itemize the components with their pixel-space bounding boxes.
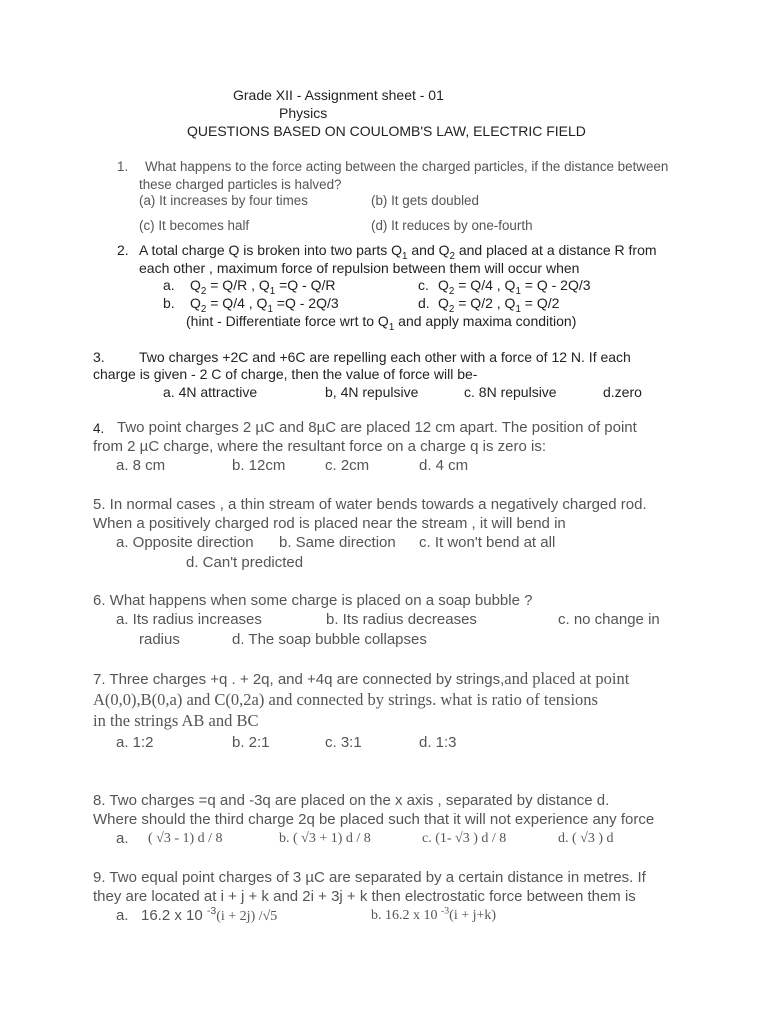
q1-number: 1. [117, 159, 129, 174]
q7-line3: in the strings AB and BC [93, 711, 259, 730]
q9-option-a-label: a. [116, 907, 129, 924]
q8-option-b: b. ( √3 + 1) d / 8 [279, 831, 371, 846]
q3-line1: Two charges +2C and +6C are repelling each other with a force of 12 N. If each [139, 349, 631, 365]
q8-line2: Where should the third charge 2q be placed such that it will not experience any force [93, 811, 655, 828]
q6-option-d: d. The soap bubble collapses [232, 631, 427, 648]
q5-option-d: d. Can't predicted [186, 554, 304, 571]
q2-option-a-label: a. [163, 277, 175, 293]
q4-option-a: a. 8 cm [116, 457, 166, 474]
q5-line1: 5. In normal cases , a thin stream of water bends towards a negatively charged rod. [93, 496, 647, 513]
q7-line2: A(0,0),B(0,a) and C(0,2a) and connected by strings. what is ratio of tensions [93, 690, 598, 709]
header-line1: Grade XII - Assignment sheet - 01 [233, 87, 444, 103]
q5-option-c: c. It won't bend at all [419, 534, 556, 551]
q8-option-a-label: a. [116, 830, 129, 847]
q1-line1: What happens to the force acting between the charged particles, if the distance between [145, 159, 669, 174]
q1-option-d: (d) It reduces by one-fourth [371, 218, 533, 233]
q8-option-d: d. ( √3 ) d [558, 831, 614, 846]
q9-line2: they are located at i + j + k and 2i + 3j + k then electrostatic force between them is [93, 888, 636, 905]
q5-option-a: a. Opposite direction [116, 534, 254, 551]
q9-line1: 9. Two equal point charges of 3 µC are separated by a certain distance in metres. If [93, 869, 646, 886]
q2-number: 2. [117, 242, 129, 258]
q9-option-b: b. 16.2 x 10 $^{-3}$(i + j+k) [371, 905, 497, 923]
q3-option-c: c. 8N repulsive [464, 384, 557, 400]
q2-option-a: $Q_2 = Q/R$ , $Q_1 =Q - Q/R$ [190, 277, 336, 297]
q2-option-c-label: c. [418, 277, 429, 293]
q8-line1: 8. Two charges =q and -3q are placed on the x axis , separated by distance d. [93, 792, 610, 809]
q7-option-c: c. 3:1 [325, 734, 362, 751]
q4-line2: from 2 µC charge, where the resultant force on a charge q is zero is: [93, 438, 547, 455]
q2-option-d: $Q_2 = Q/2$ , $Q_1 = Q/2$ [438, 295, 560, 315]
q2-option-d-label: d. [418, 295, 430, 311]
q6-option-c-cont: radius [139, 631, 180, 648]
q7-line1: 7. Three charges +q . + 2q, and +4q are connected by strings,and placed at point [93, 669, 630, 688]
q2-option-b: $Q_2 = Q/4$ , $Q_1 =Q - 2Q/3$ [190, 295, 339, 315]
q2-option-b-label: b. [163, 295, 175, 311]
q4-line1: Two point charges 2 µC and 8µC are placed 12 cm apart. The position of point [117, 419, 637, 436]
q1-option-a: (a) It increases by four times [139, 193, 308, 208]
q6-line1: 6. What happens when some charge is placed on a soap bubble ? [93, 592, 533, 609]
q3-option-b: b, 4N repulsive [325, 384, 419, 400]
q3-number: 3. [93, 349, 105, 365]
q7-option-b: b. 2:1 [232, 734, 270, 751]
q3-option-d: d.zero [603, 384, 642, 400]
header-line2: Physics [279, 105, 328, 121]
q6-option-b: b. Its radius decreases [326, 611, 477, 628]
q6-option-c: c. no change in [558, 611, 660, 628]
q3-option-a: a. 4N attractive [163, 384, 258, 400]
q7-option-a: a. 1:2 [116, 734, 154, 751]
q1-option-b: (b) It gets doubled [371, 193, 479, 208]
q4-option-d: d. 4 cm [419, 457, 469, 474]
q2-line1: A total charge Q is broken into two parts $Q_1$ and $Q_2$ and placed at a distance R from [139, 242, 657, 262]
q4-option-c: c. 2cm [325, 457, 370, 474]
q5-line2: When a positively charged rod is placed near the stream , it will bend in [93, 515, 566, 532]
q8-option-a: ( √3 - 1) d / 8 [148, 831, 223, 846]
q6-option-a: a. Its radius increases [116, 611, 262, 628]
q7-option-d: d. 1:3 [419, 734, 457, 751]
q4-number: 4. [93, 421, 105, 436]
q4-option-b: b. 12cm [232, 457, 286, 474]
q2-hint: (hint - Differentiate force wrt to $Q_1$ and apply maxima condition) [186, 313, 577, 333]
q2-option-c: $Q_2 = Q/4$ , $Q_1 = Q - 2Q/3$ [438, 277, 591, 297]
q1-option-c: (c) It becomes half [139, 218, 250, 233]
header-line3: QUESTIONS BASED ON COULOMB'S LAW, ELECTRIC FIELD [187, 123, 586, 139]
q9-option-a: 16.2 x 10 $^{-3}$(i + 2j) /√5 [141, 905, 278, 924]
q2-line2: each other , maximum force of repulsion between them will occur when [139, 260, 580, 276]
q5-option-b: b. Same direction [279, 534, 396, 551]
q8-option-c: c. (1- √3 ) d / 8 [422, 831, 507, 846]
q3-line2: charge is given - 2 C of charge, then the value of force will be- [93, 366, 478, 382]
q1-line2: these charged particles is halved? [139, 177, 342, 192]
